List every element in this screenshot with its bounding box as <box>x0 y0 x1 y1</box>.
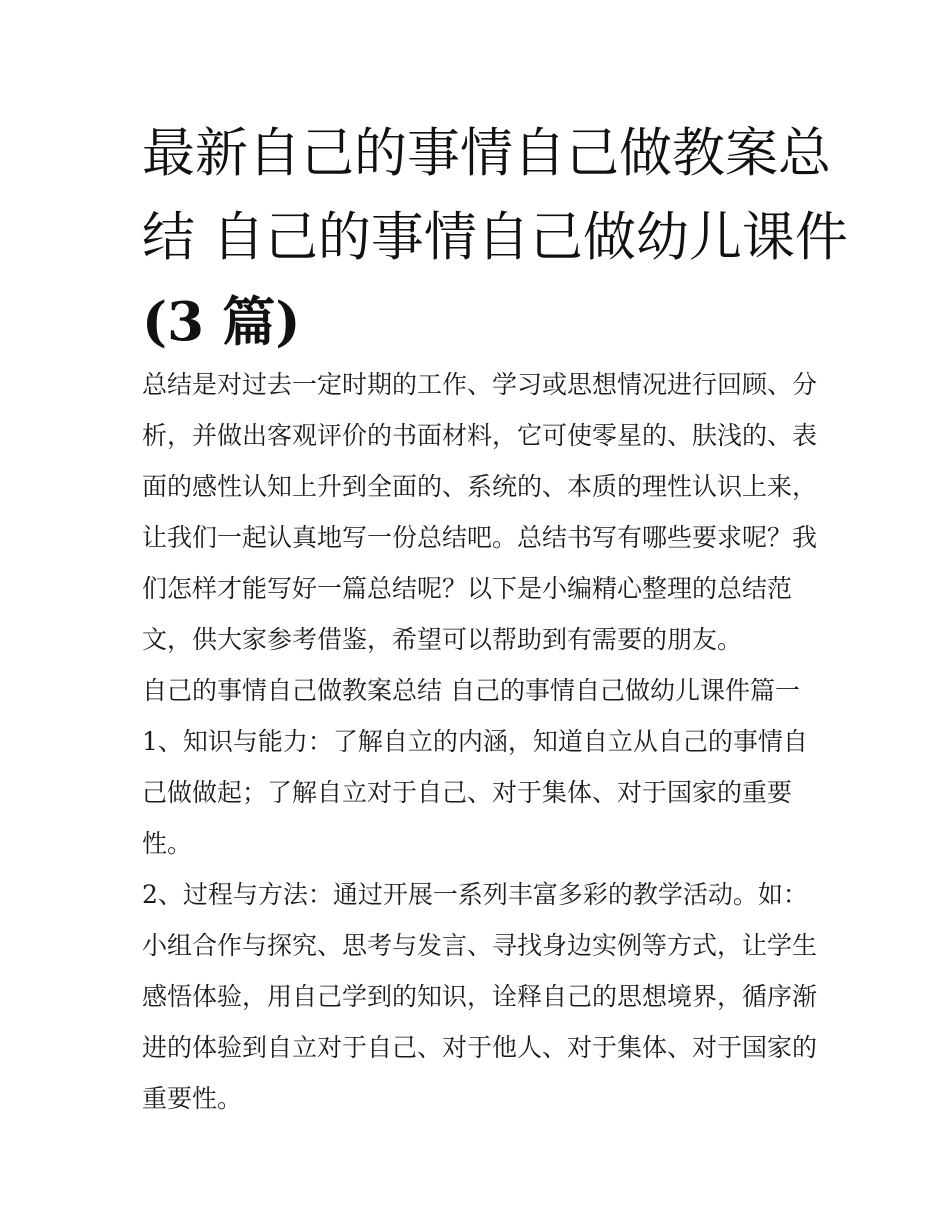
intro-line: 析，并做出客观评价的书面材料，它可使零星的、肤浅的、表 <box>142 421 818 450</box>
objective-line: 1、知识与能力：了解自立的内涵，知道自立从自己的事情自 <box>142 727 808 756</box>
intro-line: 总结是对过去一定时期的工作、学习或思想情况进行回顾、分 <box>142 370 818 399</box>
objective-line: 小组合作与探究、思考与发言、寻找身边实例等方式，让学生 <box>142 931 818 960</box>
intro-line: 让我们一起认真地写一份总结吧。总结书写有哪些要求呢？我 <box>142 523 818 552</box>
objective-line: 重要性。 <box>142 1084 243 1113</box>
objective-line: 性。 <box>142 829 193 858</box>
document-body <box>142 359 832 1124</box>
intro-line: 面的感性认知上升到全面的、系统的、本质的理性认识上来， <box>142 472 818 501</box>
objective-line: 进的体验到自立对于自己、对于他人、对于集体、对于国家的 <box>142 1033 818 1062</box>
objective-line: 2、过程与方法：通过开展一系列丰富多彩的教学活动。如： <box>142 880 808 909</box>
title-line: (3 篇) <box>142 291 301 353</box>
intro-line: 文，供大家参考借鉴，希望可以帮助到有需要的朋友。 <box>142 625 743 654</box>
document-title <box>142 112 848 364</box>
objective-line: 感悟体验，用自己学到的知识，诠释自己的思想境界，循序渐 <box>142 982 818 1011</box>
objective-line: 己做做起；了解自立对于自己、对于集体、对于国家的重要 <box>142 778 793 807</box>
title-line: 最新自己的事情自己做教案总 <box>142 123 831 184</box>
title-line: 结 自己的事情自己做幼儿课件 <box>142 207 848 268</box>
section-heading: 自己的事情自己做教案总结 自己的事情自己做幼儿课件篇一 <box>142 676 800 705</box>
intro-line: 们怎样才能写好一篇总结呢？以下是小编精心整理的总结范 <box>142 574 793 603</box>
